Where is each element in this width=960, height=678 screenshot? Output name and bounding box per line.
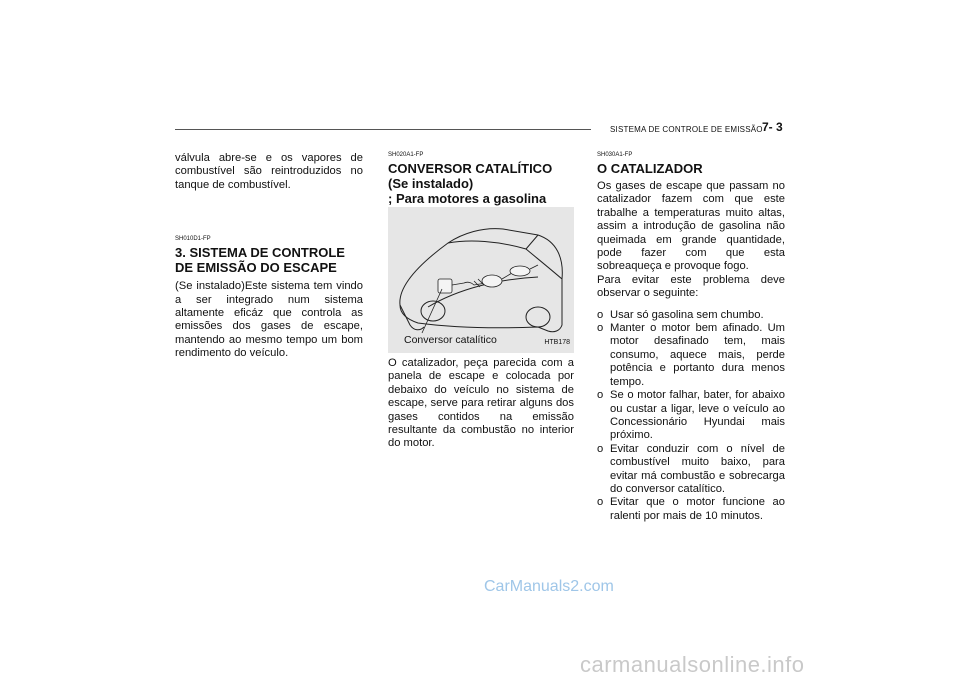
body-paragraph: (Se instalado)Este sistema tem vindo a ser integrado num sistema altamente eficáz que controla as emissões dos gases de escape, mantendo ao mesmo tempo um bom rendimento do veículo. [175, 280, 363, 360]
section-heading: 3. SISTEMA DE CONTROLE DE EMISSÃO DO ESCAPE [175, 245, 345, 276]
column-right [597, 152, 785, 523]
list-item: o Usar só gasolina sem chumbo. [597, 308, 764, 321]
section-code: SH020A1-FP [388, 152, 424, 158]
list-item: o Evitar que o motor funcione ao ralenti por mais de 10 minutos. [597, 496, 785, 522]
column-middle [388, 152, 574, 206]
list-item: o Evitar conduzir com o nível de combustível muito baixo, para evitar má combustão e sobrecarga do conversor catalítico. [597, 442, 785, 495]
section-heading: CONVERSOR CATALÍTICO [388, 161, 553, 176]
watermark-carmanualsonline[interactable]: carmanualsonline.info [580, 652, 805, 677]
header-rule [175, 129, 591, 130]
catalytic-converter-figure [388, 207, 574, 353]
precautions-list [597, 309, 785, 524]
section-code: SH030A1-FP [597, 152, 633, 158]
list-item: o Manter o motor bem afinado. Um motor desafinado tem, mais consumo, aquece mais, perde potência e portanto dura menos tempo. [597, 322, 785, 388]
section-title: SISTEMA DE CONTROLE DE EMISSÃO [610, 125, 763, 134]
column-left [175, 152, 363, 361]
section-heading-sub: ; Para motores a gasolina [388, 191, 547, 206]
figure-code: HTB178 [544, 339, 570, 346]
figure-caption: Conversor catalítico [404, 334, 497, 346]
car-outline-illustration [388, 207, 574, 353]
bullet-marker: o [597, 389, 604, 402]
bullet-marker: o [597, 496, 604, 509]
intro-paragraph: Os gases de escape que passam no catalizador fazem com que este trabalhe a temperaturas muito altas, assim a introdução de gasolina não queimada em grande quantidade, pode fazer com que esta sobreaqueça e provoque fogo. [597, 180, 785, 273]
list-item: o Se o motor falhar, bater, for abaixo ou custar a ligar, leve o veículo ao Concessionário Hyundai mais próximo. [597, 389, 785, 442]
bullet-marker: o [597, 308, 604, 321]
section-heading: O CATALIZADOR [597, 161, 703, 176]
page-number: 7- 3 [762, 120, 783, 134]
section-code: SH010D1-FP [175, 236, 211, 243]
section-heading-sub: (Se instalado) [388, 176, 474, 191]
bullet-marker: o [597, 322, 604, 335]
lead-paragraph: Para evitar este problema deve observar o seguinte: [597, 273, 785, 300]
watermark-carmanuals2[interactable]: CarManuals2.com [484, 578, 614, 595]
body-paragraph: O catalizador, peça parecida com a panela de escape e colocada por debaixo do veículo no sistema de escape, serve para retirar alguns dos gases contidos na emissão resultante da combustão no interior do motor. [388, 357, 574, 450]
intro-paragraph: válvula abre-se e os vapores de combustível são reintroduzidos no tanque de combustível. [175, 152, 363, 191]
bullet-marker: o [597, 442, 604, 455]
column-middle-body [388, 357, 574, 451]
